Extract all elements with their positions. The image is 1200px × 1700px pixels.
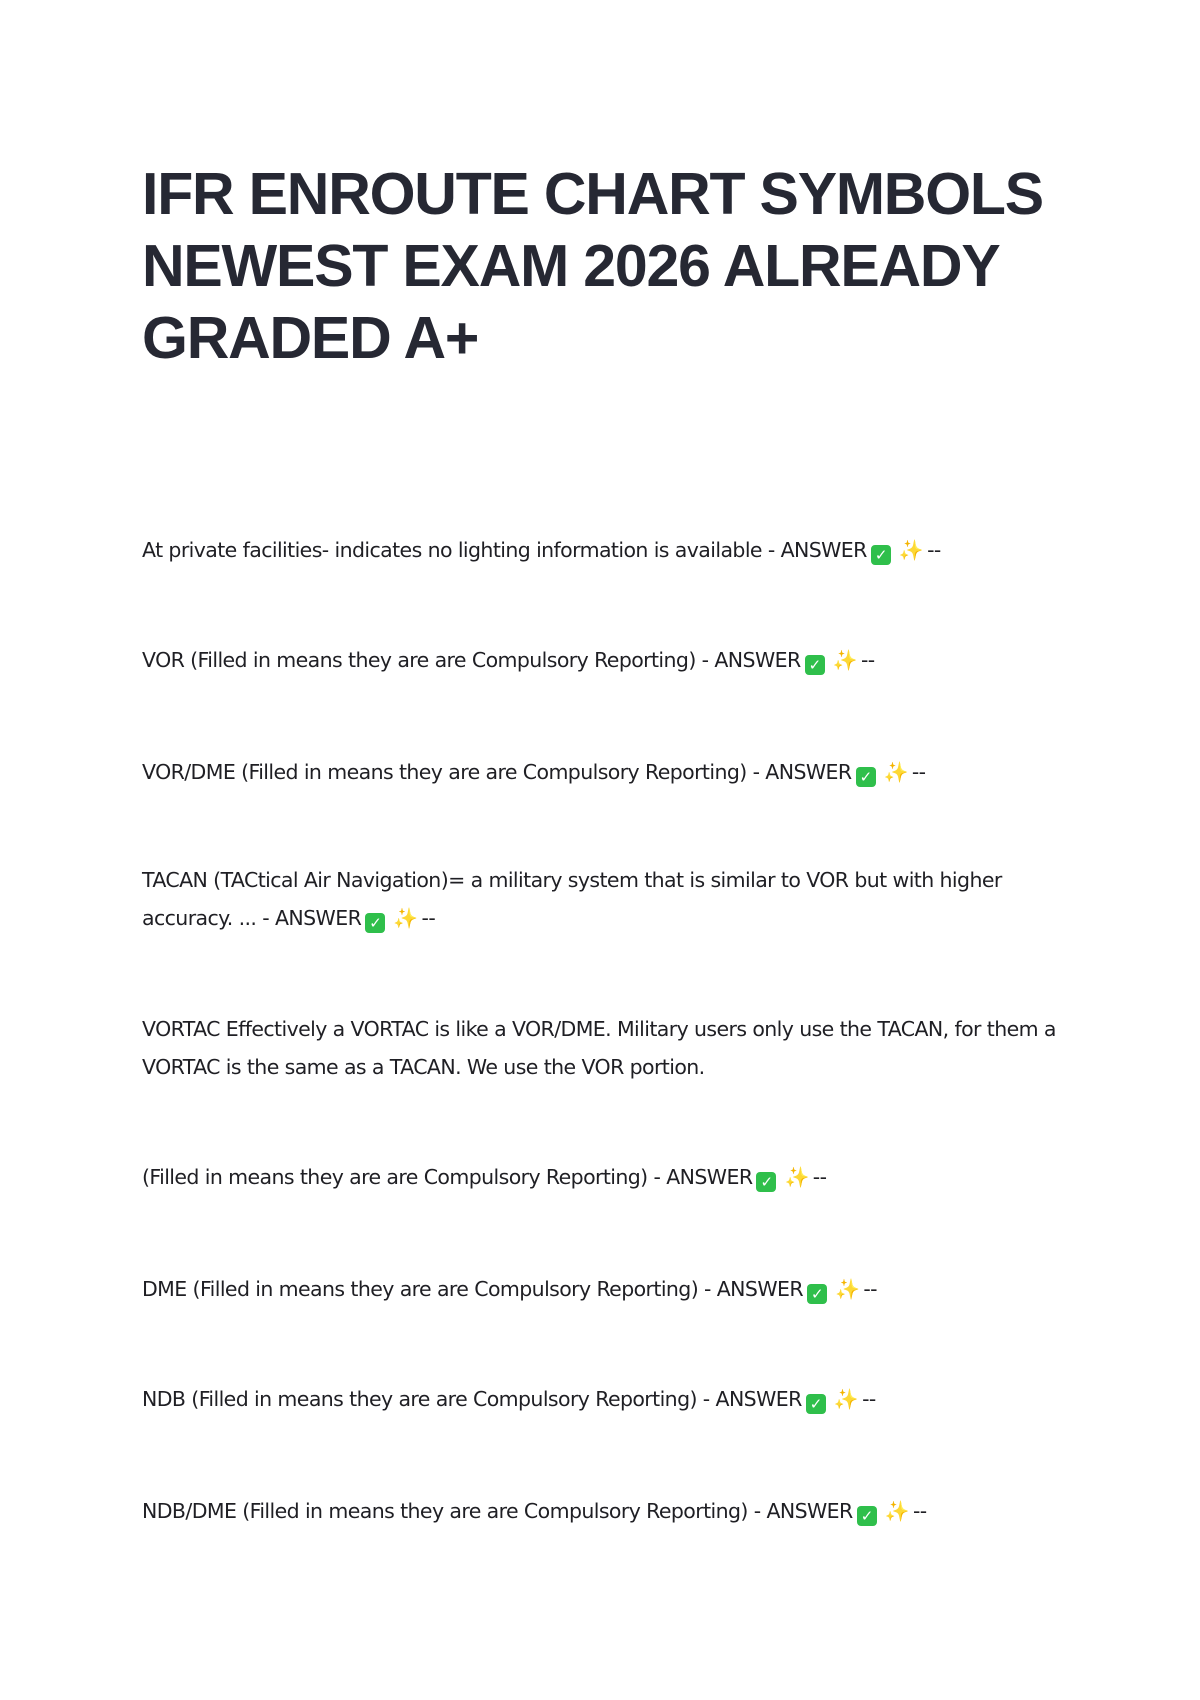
- check-box-icon: ✓: [756, 1172, 776, 1192]
- question-text: DME (Filled in means they are are Compulsory Reporting) -: [142, 1277, 717, 1301]
- qa-item: [142, 1492, 1082, 1530]
- qa-item: [142, 531, 1082, 569]
- question-text: VOR/DME (Filled in means they are are Compulsory Reporting) -: [142, 760, 766, 784]
- question-text: VOR (Filled in means they are are Compulsory Reporting) -: [142, 648, 715, 672]
- title-line: IFR ENROUTE CHART SYMBOLS: [142, 161, 1043, 227]
- check-box-icon: ✓: [807, 1284, 827, 1304]
- trailing-dash: --: [863, 1277, 877, 1301]
- sparkles-icon: ✨: [898, 538, 924, 562]
- question-text: NDB/DME (Filled in means they are are Compulsory Reporting) -: [142, 1499, 767, 1523]
- answer-label: ANSWER: [666, 1165, 753, 1189]
- document-title: [142, 158, 1102, 374]
- title-line: GRADED A+: [142, 305, 479, 371]
- answer-label: ANSWER: [714, 648, 801, 672]
- sparkles-icon: ✨: [835, 1277, 860, 1301]
- trailing-dash: --: [862, 1387, 876, 1411]
- sparkles-icon: ✨: [393, 906, 418, 930]
- question-text: VORTAC Effectively a VORTAC is like a VOR/DME. Military users only use the TACAN, for them a: [142, 1017, 1056, 1041]
- question-text: TACAN (TACtical Air Navigation)= a military system that is similar to VOR but with higher: [142, 868, 1002, 892]
- sparkles-icon: ✨: [832, 648, 857, 672]
- sparkles-icon: ✨: [883, 760, 908, 784]
- answer-label: ANSWER: [765, 760, 852, 784]
- question-text: At private facilities- indicates no lighting information is available -: [142, 538, 781, 562]
- answer-label: ANSWER: [716, 1277, 803, 1301]
- qa-item: [142, 1380, 1082, 1418]
- check-box-icon: ✓: [365, 913, 385, 933]
- question-text: NDB (Filled in means they are are Compulsory Reporting) -: [142, 1387, 716, 1411]
- answer-label: ANSWER: [780, 538, 867, 562]
- check-box-icon: ✓: [857, 1506, 877, 1526]
- check-box-icon: ✓: [856, 767, 876, 787]
- qa-item: [142, 1270, 1082, 1308]
- check-box-icon: ✓: [805, 655, 825, 675]
- answer-label: ANSWER: [274, 906, 362, 930]
- sparkles-icon: ✨: [784, 1165, 809, 1189]
- sparkles-icon: ✨: [833, 1387, 859, 1411]
- qa-item: [142, 1010, 1082, 1086]
- qa-item: [142, 753, 1082, 791]
- question-text: VORTAC is the same as a TACAN. We use the VOR portion.: [142, 1055, 705, 1079]
- trailing-dash: --: [913, 1499, 927, 1523]
- check-box-icon: ✓: [806, 1394, 826, 1414]
- answer-label: ANSWER: [766, 1499, 853, 1523]
- title-line: NEWEST EXAM 2026 ALREADY: [142, 233, 1000, 299]
- qa-item: [142, 641, 1082, 679]
- sparkles-icon: ✨: [884, 1499, 909, 1523]
- question-text: (Filled in means they are are Compulsory Reporting) -: [142, 1165, 667, 1189]
- trailing-dash: --: [927, 538, 941, 562]
- trailing-dash: --: [860, 648, 875, 672]
- check-box-icon: ✓: [871, 545, 891, 565]
- trailing-dash: --: [421, 906, 436, 930]
- qa-item: [142, 861, 1082, 937]
- trailing-dash: --: [911, 760, 926, 784]
- answer-label: ANSWER: [715, 1387, 802, 1411]
- trailing-dash: --: [812, 1165, 827, 1189]
- qa-item: [142, 1158, 1082, 1196]
- question-text: accuracy. ... -: [142, 906, 275, 930]
